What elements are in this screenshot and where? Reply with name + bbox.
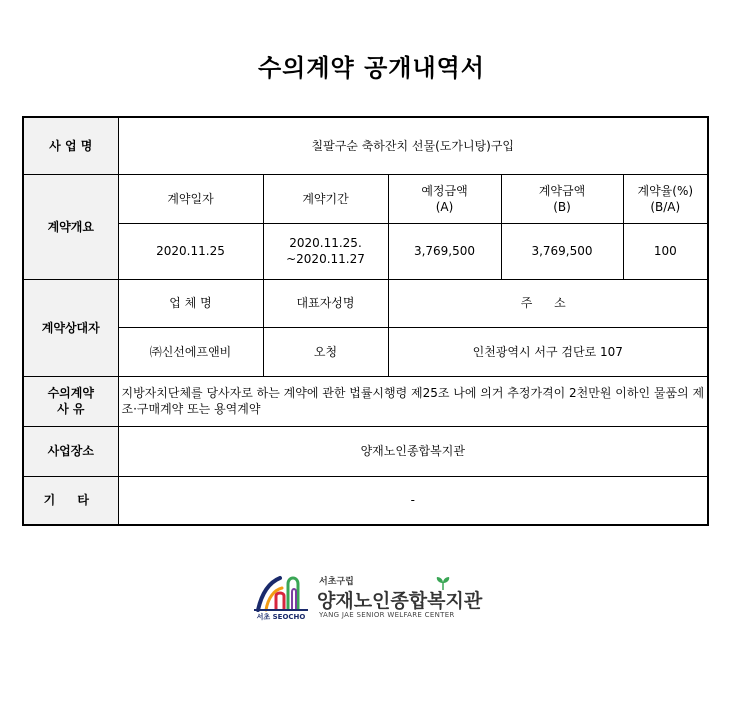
overview-value-row [23,223,708,279]
emblem-caption: 서초 SEOCHO [256,613,306,621]
estimated-amount-header-line2: (A) [435,199,454,214]
place-value: 양재노인종합복지관 [118,426,708,476]
project-name-value: 칠팔구순 축하잔치 선물(도가니탕)구입 [118,117,708,174]
company-name-header: 업 체 명 [118,279,263,327]
seocho-emblem [250,570,312,624]
other-row [23,476,708,525]
estimated-amount-header [388,174,501,223]
place-row [23,426,708,476]
overview-label: 계약개요 [23,174,118,279]
welfare-center-logo [250,570,490,624]
leaf-icon [434,576,452,590]
contract-period-line2: ~2020.11.27 [286,252,365,266]
overview-header-row [23,174,708,223]
estimated-amount-value: 3,769,500 [388,223,501,279]
logo-english-name: YANG JAE SENIOR WELFARE CENTER [319,611,455,619]
contract-rate-header-line1: 계약율(%) [637,183,694,198]
project-name-label: 사 업 명 [23,117,118,174]
reason-label-line2: 사 유 [57,402,85,416]
seocho-emblem-icon [254,570,308,612]
project-name-row [23,117,708,174]
other-value: - [118,476,708,525]
representative-header: 대표자성명 [263,279,388,327]
party-header-row [23,279,708,327]
logo-center-name: 양재노인종합복지관 [317,590,483,612]
document-title: 수의계약 공개내역서 [257,53,485,82]
estimated-amount-header-line1: 예정금액 [421,183,468,198]
contract-amount-header [501,174,623,223]
contract-table [22,116,709,526]
contract-rate-header [623,174,708,223]
contract-amount-header-line1: 계약금액 [538,183,586,198]
reason-row [23,376,708,426]
contract-amount-header-line2: (B) [553,199,571,214]
reason-label [23,376,118,426]
representative-value: 오청 [263,327,388,376]
party-label: 계약상대자 [23,279,118,376]
reason-label-line1: 수의계약 [47,386,94,400]
address-header: 주 소 [388,279,708,327]
company-name-value: ㈜신선에프앤비 [118,327,263,376]
contract-period-header: 계약기간 [263,174,388,223]
party-value-row [23,327,708,376]
contract-date-header: 계약일자 [118,174,263,223]
place-label: 사업장소 [23,426,118,476]
other-label: 기 타 [23,476,118,525]
contract-rate-value: 100 [623,223,708,279]
contract-date-value: 2020.11.25 [118,223,263,279]
reason-value: 지방자치단체를 당사자로 하는 계약에 관한 법률시행령 제25조 나에 의거 추정가격이 2천만원 이하인 물품의 제조·구매계약 또는 용역계약 [118,376,708,426]
address-value: 인천광역시 서구 검단로 107 [388,327,708,376]
logo-small-text: 서초구립 [319,577,354,587]
contract-period-line1: 2020.11.25. [289,236,362,250]
contract-amount-value: 3,769,500 [501,223,623,279]
contract-rate-header-line2: (B/A) [650,199,681,214]
contract-period-value [263,223,388,279]
